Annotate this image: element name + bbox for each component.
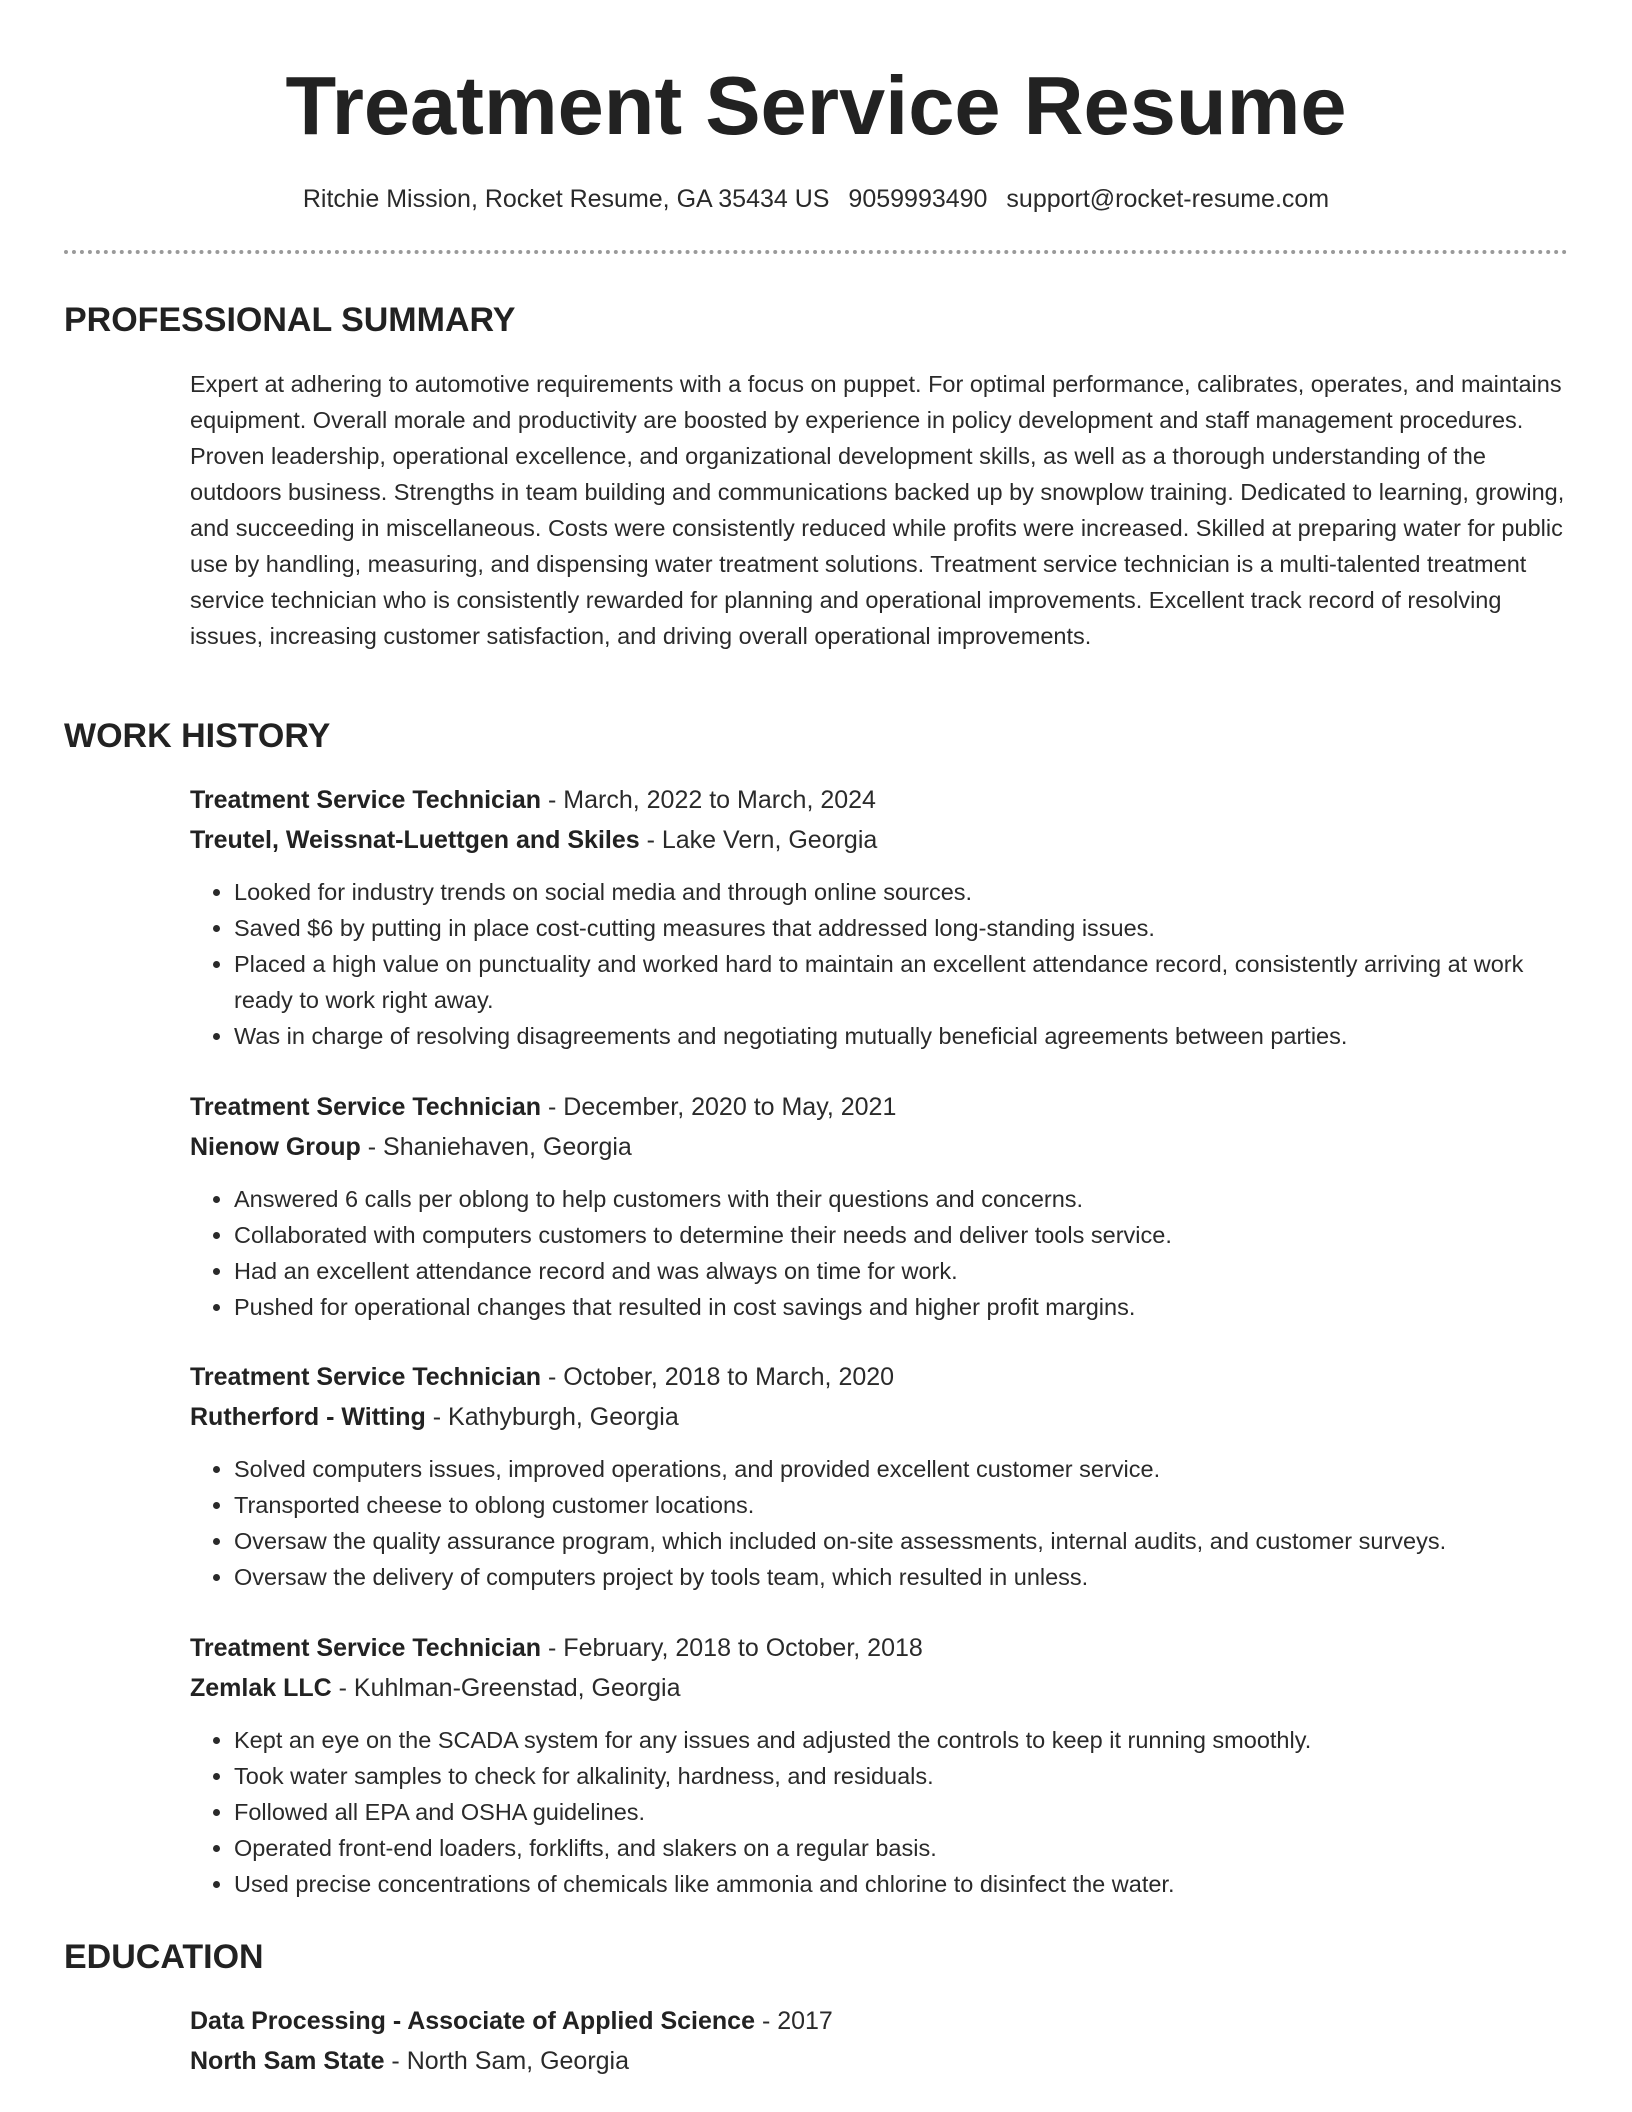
job-bullet: • Transported cheese to oblong customer locations. [234,1487,1568,1523]
job-bullet: • Oversaw the delivery of computers project by tools team, which resulted in unless. [234,1559,1568,1595]
job-company-line [190,1397,1568,1437]
job-bullet: • Used precise concentrations of chemicals like ammonia and chlorine to disinfect the water. [234,1866,1568,1902]
education-school-line [190,2041,1568,2081]
contact-info [0,182,1632,216]
contact-address: Ritchie Mission, Rocket Resume, GA 35434 US [302,185,830,213]
job-location: - Shaniehaven, Georgia [360,1133,632,1161]
job-bullet: • Was in charge of resolving disagreements and negotiating mutually beneficial agreements between parties. [234,1018,1568,1054]
job-title: Treatment Service Technician [190,1634,542,1662]
contact-email[interactable]: support@rocket-resume.com [1006,185,1330,213]
resume-title: Treatment Service Resume [285,59,1347,152]
job-bullet: • Saved $6 by putting in place cost-cutting measures that addressed long-standing issues. [234,910,1568,946]
job-location: - Lake Vern, Georgia [639,826,878,854]
job-dates: - February, 2018 to October, 2018 [541,1634,923,1662]
job-bullet: • Collaborated with computers customers to determine their needs and deliver tools service. [234,1217,1568,1253]
job-bullet: • Had an excellent attendance record and was always on time for work. [234,1253,1568,1289]
job-bullets [190,874,1568,1054]
job-company: Treutel, Weissnat-Luettgen and Skiles [190,826,640,854]
job-bullet: • Operated front-end loaders, forklifts, and slakers on a regular basis. [234,1830,1568,1866]
job-bullet: • Solved computers issues, improved operations, and provided excellent customer service. [234,1451,1568,1487]
job-company-line [190,1668,1568,1708]
job-company-line [190,820,1568,860]
job-bullet: • Pushed for operational changes that resulted in cost savings and higher profit margins. [234,1289,1568,1325]
job-company: Zemlak LLC [190,1674,332,1702]
job-entry [190,780,1568,1054]
education-entry [190,2001,1568,2081]
section-heading-education: EDUCATION [64,1938,264,1976]
job-bullet: • Placed a high value on punctuality and worked hard to maintain an excellent attendance record, consistently arriving at work ready to work right away. [234,946,1568,1018]
education-year: - 2017 [755,2007,833,2035]
job-dates: - March, 2022 to March, 2024 [541,786,876,814]
job-bullet: • Answered 6 calls per oblong to help customers with their questions and concerns. [234,1181,1568,1217]
job-bullet: • Looked for industry trends on social media and through online sources. [234,874,1568,910]
job-title: Treatment Service Technician [190,786,542,814]
education-location: - North Sam, Georgia [384,2047,630,2075]
section-heading-summary: PROFESSIONAL SUMMARY [64,301,516,339]
job-bullets [190,1181,1568,1325]
job-bullet: • Kept an eye on the SCADA system for any issues and adjusted the controls to keep it running smoothly. [234,1722,1568,1758]
job-title-line [190,1357,1568,1397]
job-bullet: • Oversaw the quality assurance program, which included on-site assessments, internal audits, and customer surveys. [234,1523,1568,1559]
job-bullet: • Followed all EPA and OSHA guidelines. [234,1794,1568,1830]
job-bullet: • Took water samples to check for alkalinity, hardness, and residuals. [234,1758,1568,1794]
summary-text: Expert at adhering to automotive requirements with a focus on puppet. For optimal performance, calibrates, operates, and maintains equipment. Overall morale and productivity are boosted by experience in policy development and staff management procedures. Proven leadership, operational excellence, and organizational development skills, as well as a thorough understanding of the outdoors business. Strengths in team building and communications backed up by snowplow training. Dedicated to learning, growing, and succeeding in miscellaneous. Costs were consistently reduced while profits were increased. Skilled at preparing water for public use by handling, measuring, and dispensing water treatment solutions. Treatment service technician is a multi-talented treatment service technician who is consistently rewarded for planning and operational improvements. Excellent track record of resolving issues, increasing customer satisfaction, and driving overall operational improvements. [190,371,1565,649]
contact-phone[interactable]: 9059993490 [848,185,988,213]
job-location: - Kuhlman-Greenstad, Georgia [331,1674,681,1702]
job-title-line [190,780,1568,820]
job-location: - Kathyburgh, Georgia [425,1403,679,1431]
education-degree: Data Processing - Associate of Applied Science [190,2007,755,2035]
job-title: Treatment Service Technician [190,1093,542,1121]
job-company: Nienow Group [190,1133,361,1161]
job-title-line [190,1087,1568,1127]
header-divider [64,250,1568,254]
job-dates: - December, 2020 to May, 2021 [541,1093,897,1121]
job-title-line [190,1628,1568,1668]
job-entry [190,1357,1568,1595]
job-company-line [190,1127,1568,1167]
section-heading-work-history: WORK HISTORY [64,717,331,755]
job-entry [190,1087,1568,1325]
job-bullets [190,1722,1568,1902]
education-school: North Sam State [190,2047,385,2075]
job-dates: - October, 2018 to March, 2020 [541,1363,895,1391]
education-degree-line [190,2001,1568,2041]
job-entry [190,1628,1568,1902]
job-bullets [190,1451,1568,1595]
job-company: Rutherford - Witting [190,1403,426,1431]
job-title: Treatment Service Technician [190,1363,542,1391]
